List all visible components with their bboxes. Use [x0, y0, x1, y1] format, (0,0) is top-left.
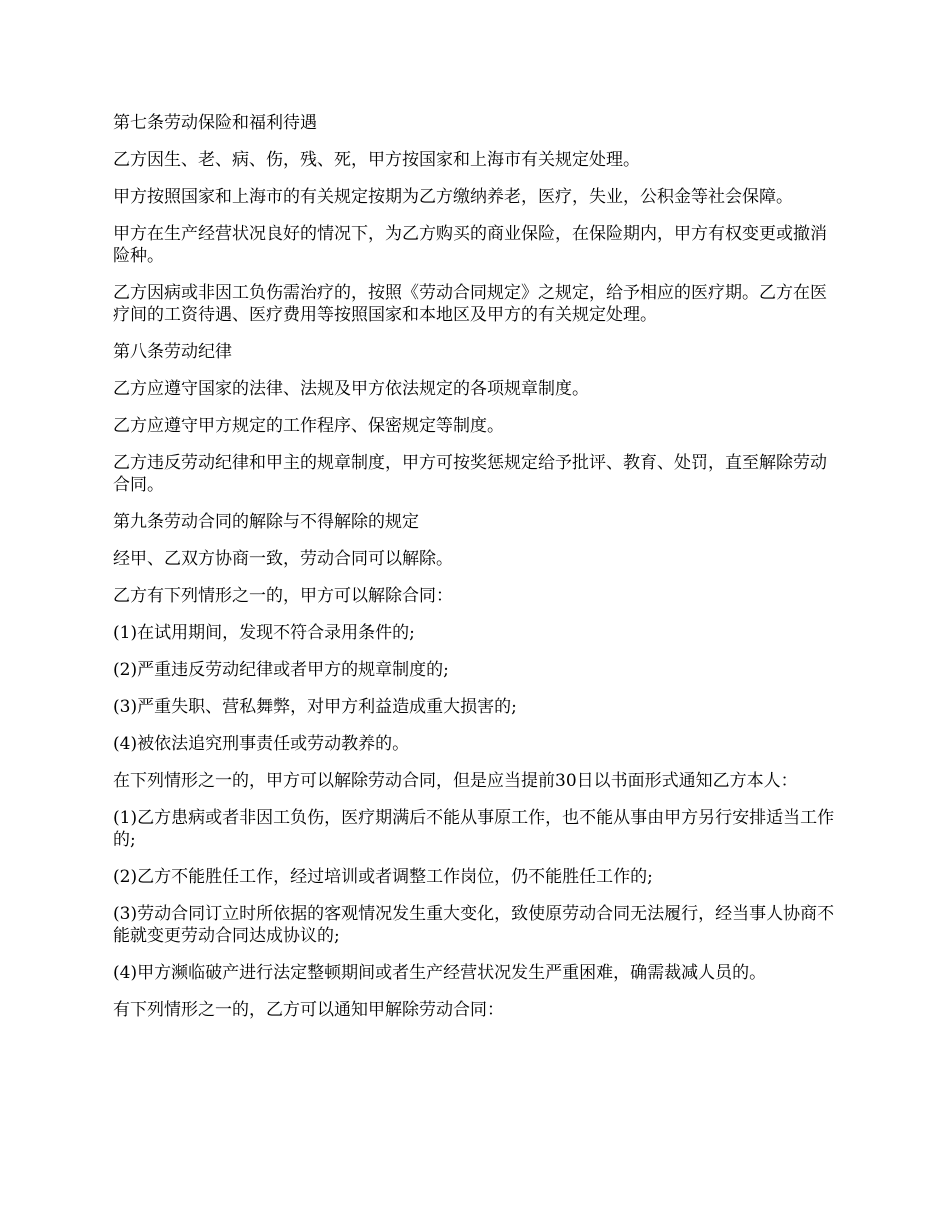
paragraph: 乙方应遵守国家的法律、法规及甲方依法规定的各项规章制度。 [113, 379, 589, 399]
paragraph: 乙方违反劳动纪律和甲主的规章制度，甲方可按奖惩规定给予批评、教育、处罚，直至解除劳动合同。 [113, 453, 827, 495]
paragraph: 经甲、乙双方协商一致，劳动合同可以解除。 [113, 549, 453, 569]
list-item: (1)在试用期间，发现不符合录用条件的; [113, 623, 415, 643]
list-item: (2)严重违反劳动纪律或者甲方的规章制度的; [113, 660, 449, 680]
list-item: (1)乙方患病或者非因工负伤，医疗期满后不能从事原工作，也不能从事由甲方另行安排适当工作的; [113, 808, 835, 850]
document-page [113, 112, 843, 1036]
paragraph: 有下列情形之一的，乙方可以通知甲解除劳动合同： [113, 1000, 504, 1020]
article-8-heading: 第八条劳动纪律 [113, 342, 232, 362]
article-7-heading: 第七条劳动保险和福利待遇 [113, 113, 317, 133]
list-item: (4)甲方濒临破产进行法定整顿期间或者生产经营状况发生严重困难，确需裁减人员的。 [113, 963, 767, 983]
article-9-heading: 第九条劳动合同的解除与不得解除的规定 [113, 512, 419, 532]
paragraph: 在下列情形之一的，甲方可以解除劳动合同，但是应当提前30日以书面形式通知乙方本人： [113, 771, 798, 791]
list-item: (4)被依法追究刑事责任或劳动教养的。 [113, 734, 410, 754]
paragraph: 甲方按照国家和上海市的有关规定按期为乙方缴纳养老，医疗，失业，公积金等社会保障。 [113, 187, 793, 207]
paragraph: 乙方因病或非因工负伤需治疗的，按照《劳动合同规定》之规定，给予相应的医疗期。乙方在医疗间的工资待遇、医疗费用等按照国家和本地区及甲方的有关规定处理。 [113, 283, 827, 325]
list-item: (2)乙方不能胜任工作，经过培训或者调整工作岗位，仍不能胜任工作的; [113, 867, 653, 887]
paragraph: 甲方在生产经营状况良好的情况下，为乙方购买的商业保险，在保险期内，甲方有权变更或撤消险种。 [113, 224, 827, 266]
paragraph: 乙方因生、老、病、伤，残、死，甲方按国家和上海市有关规定处理。 [113, 150, 640, 170]
paragraph: 乙方有下列情形之一的，甲方可以解除合同： [113, 586, 453, 606]
list-item: (3)劳动合同订立时所依据的客观情况发生重大变化，致使原劳动合同无法履行，经当事人协商不能就变更劳动合同达成协议的; [113, 904, 835, 946]
paragraph: 乙方应遵守甲方规定的工作程序、保密规定等制度。 [113, 416, 504, 436]
list-item: (3)严重失职、营私舞弊，对甲方利益造成重大损害的; [113, 697, 517, 717]
